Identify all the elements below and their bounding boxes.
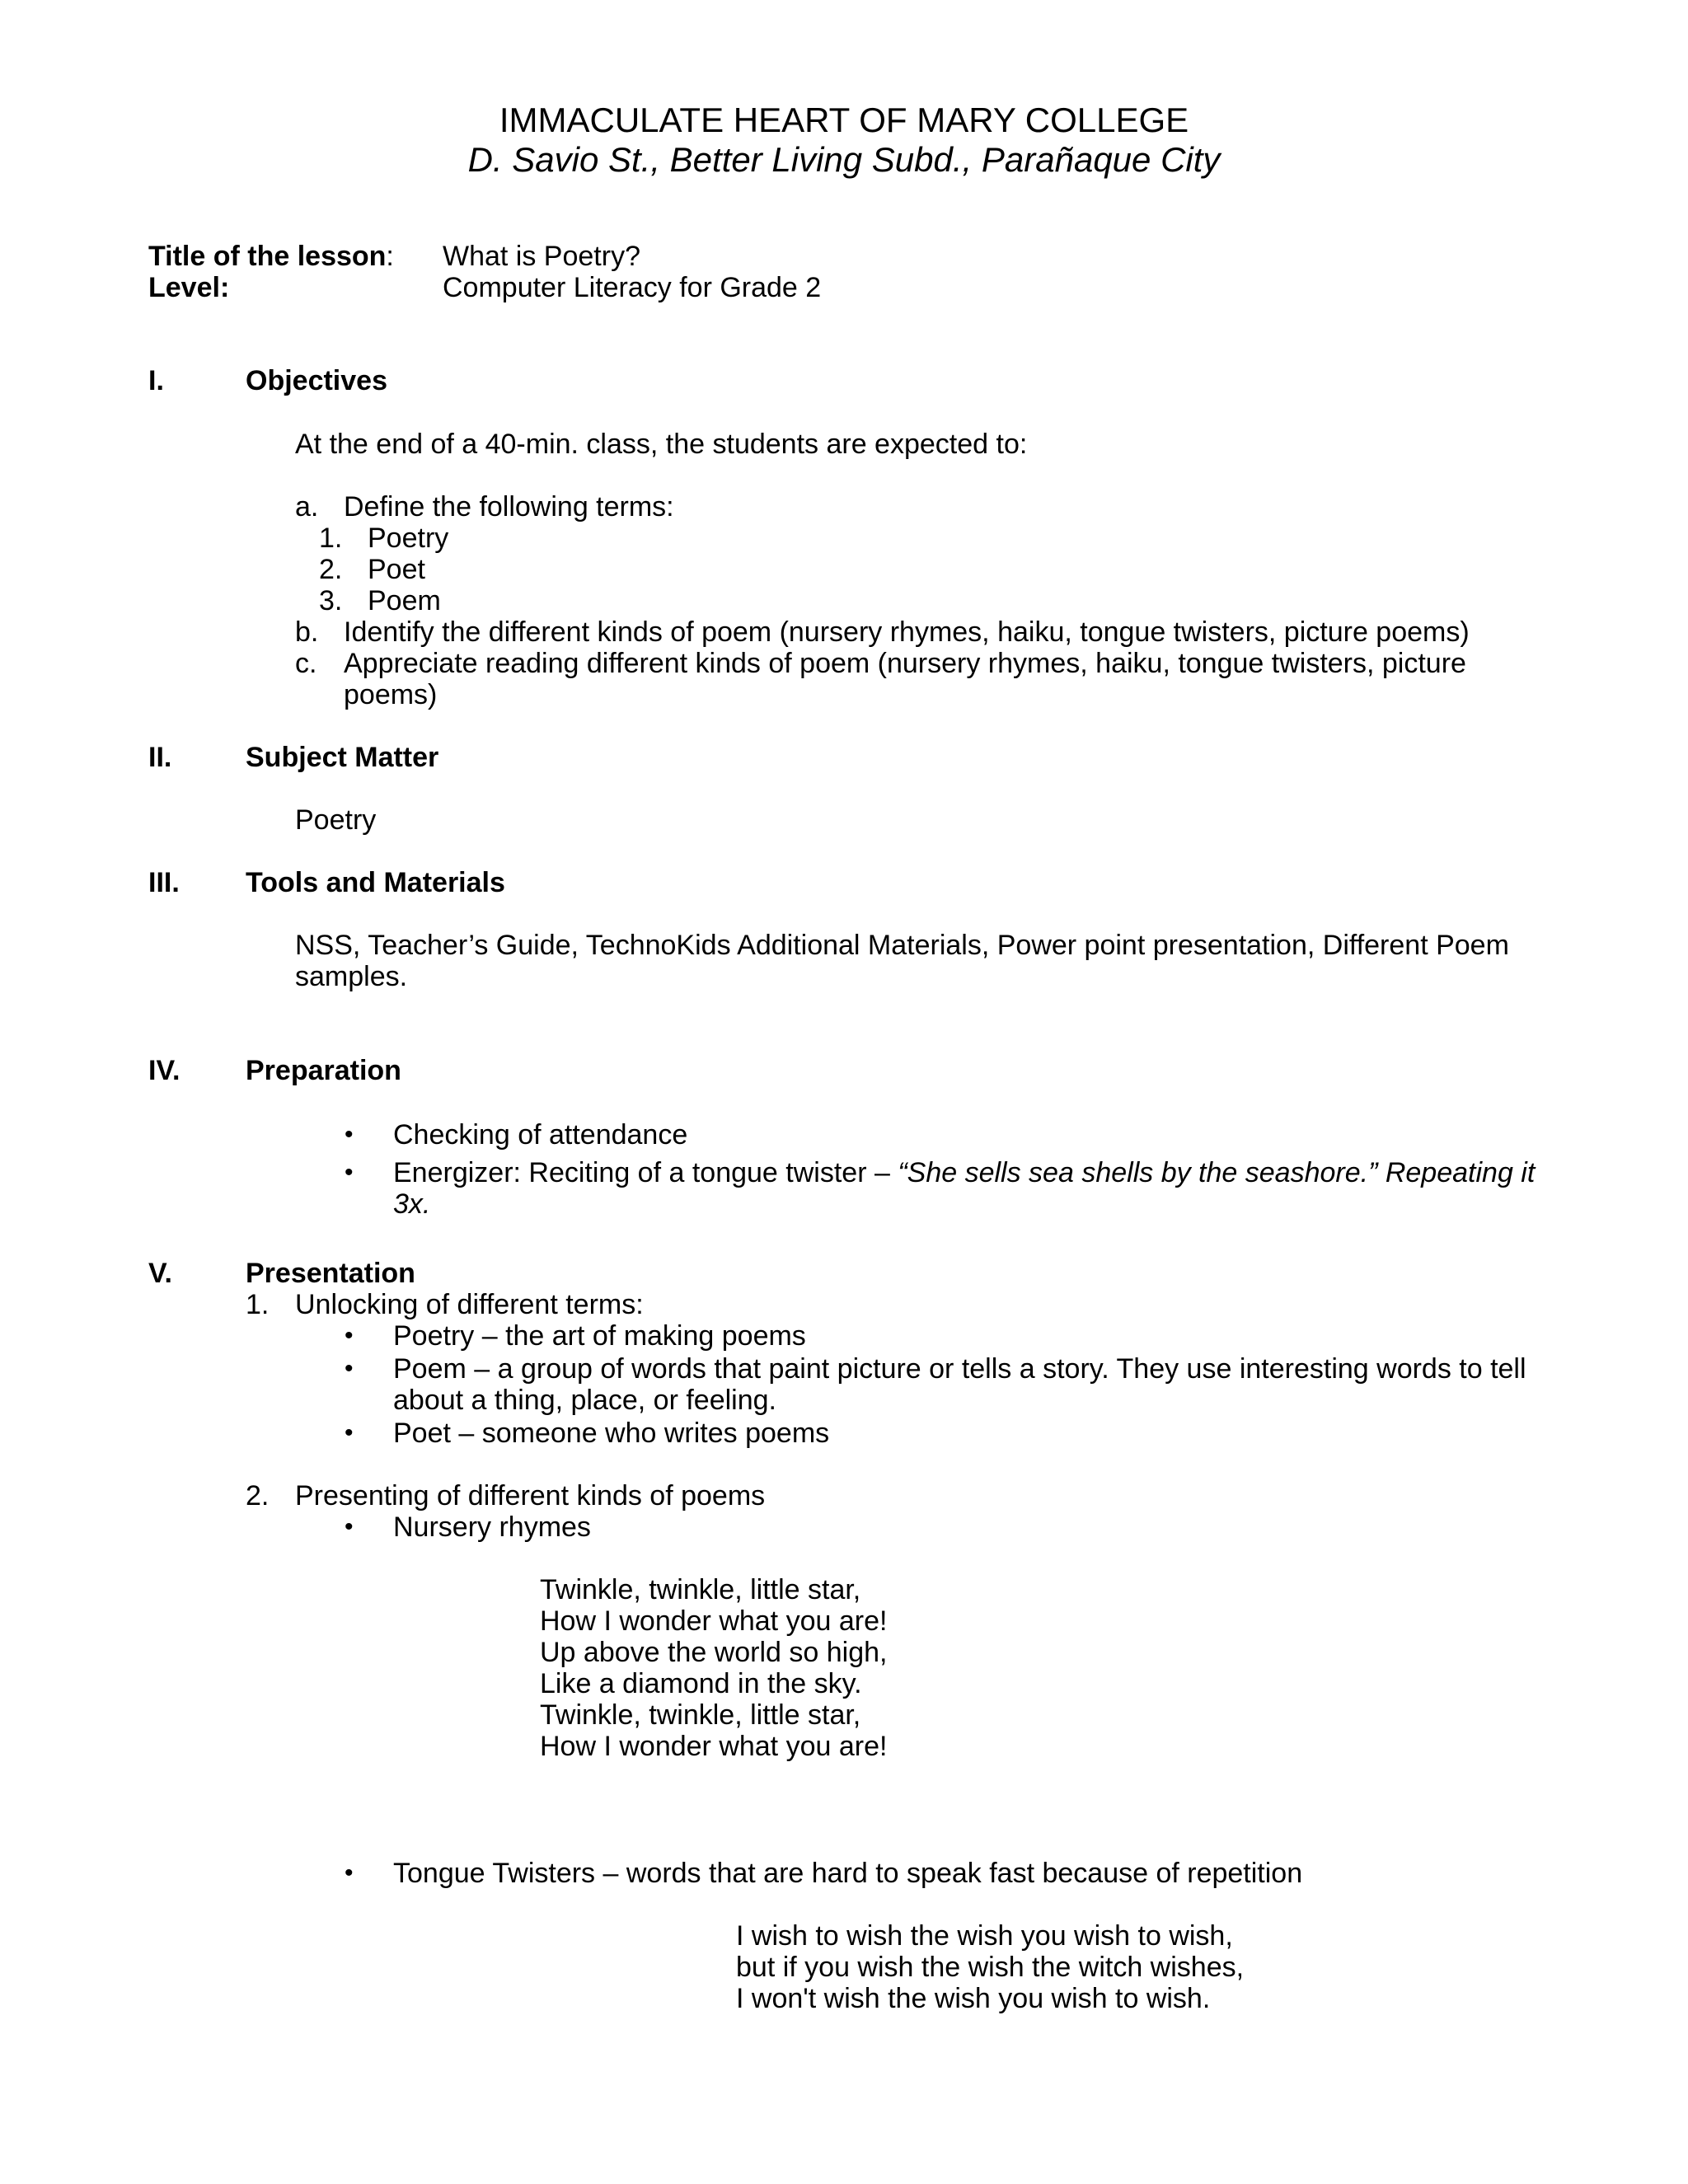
tools-line: samples. xyxy=(295,961,408,992)
term-text: Poem xyxy=(368,585,441,616)
objective-text: Define the following terms: xyxy=(344,491,674,523)
objective-text: Identify the different kinds of poem (nursery rhymes, haiku, tongue twisters, picture poems) xyxy=(344,616,1470,648)
preparation-item xyxy=(393,1157,1535,1188)
poem-kind: Nursery rhymes xyxy=(393,1511,591,1543)
poem-line: Up above the world so high, xyxy=(540,1637,888,1668)
step-marker: 2. xyxy=(246,1480,270,1511)
term-marker: 2. xyxy=(319,554,343,585)
bullet: • xyxy=(345,1322,354,1349)
objective-marker: a. xyxy=(295,491,319,523)
section-heading-tools: Tools and Materials xyxy=(246,867,505,898)
preparation-item-continued: 3x. xyxy=(393,1188,431,1220)
bullet: • xyxy=(345,1355,354,1382)
bullet: • xyxy=(345,1513,354,1540)
bullet: • xyxy=(345,1419,354,1446)
section-numeral: II. xyxy=(148,742,172,773)
term-marker: 3. xyxy=(319,585,343,616)
section-heading-presentation: Presentation xyxy=(246,1258,415,1289)
term-marker: 1. xyxy=(319,523,343,554)
section-numeral: IV. xyxy=(148,1055,181,1086)
poem-line: I wish to wish the wish you wish to wish, xyxy=(736,1920,1233,1952)
section-heading-objectives: Objectives xyxy=(246,365,387,396)
objective-text: Appreciate reading different kinds of poem (nursery rhymes, haiku, tongue twisters, picture xyxy=(344,648,1466,679)
poem-line: but if you wish the wish the witch wishes, xyxy=(736,1952,1245,1983)
section-numeral: I. xyxy=(148,365,164,396)
step-marker: 1. xyxy=(246,1289,270,1320)
title-colon: : xyxy=(386,241,394,272)
level-label: Level: xyxy=(148,272,230,303)
step-text: Unlocking of different terms: xyxy=(295,1289,644,1320)
preparation-item: Checking of attendance xyxy=(393,1119,688,1151)
poem-line: How I wonder what you are! xyxy=(540,1605,888,1637)
objectives-intro: At the end of a 40-min. class, the students are expected to: xyxy=(295,429,1028,460)
term-text: Poetry xyxy=(368,523,449,554)
term-definition: Poetry – the art of making poems xyxy=(393,1320,806,1352)
term-definition: Poem – a group of words that paint picture or tells a story. They use interesting words to tell xyxy=(393,1353,1526,1385)
objective-marker: c. xyxy=(295,648,317,679)
poem-line: How I wonder what you are! xyxy=(540,1731,888,1762)
section-heading-preparation: Preparation xyxy=(246,1055,401,1086)
energizer-text: Energizer: Reciting of a tongue twister – xyxy=(393,1157,898,1188)
section-numeral: III. xyxy=(148,867,180,898)
title-label: Title of the lesson xyxy=(148,241,387,272)
level-value: Computer Literacy for Grade 2 xyxy=(443,272,822,303)
bullet: • xyxy=(345,1121,354,1148)
title-value: What is Poetry? xyxy=(443,241,640,272)
term-text: Poet xyxy=(368,554,425,585)
bullet: • xyxy=(345,1859,354,1886)
poem-kind: Tongue Twisters – words that are hard to speak fast because of repetition xyxy=(393,1858,1303,1889)
school-name: IMMACULATE HEART OF MARY COLLEGE xyxy=(499,101,1189,139)
term-definition: Poet – someone who writes poems xyxy=(393,1418,830,1449)
section-heading-subject-matter: Subject Matter xyxy=(246,742,439,773)
tongue-twister-quote: “She sells sea shells by the seashore.” Repeating it xyxy=(898,1157,1536,1188)
objective-text-continued: poems) xyxy=(344,679,438,710)
section-numeral: V. xyxy=(148,1258,173,1289)
title-label-row xyxy=(148,241,394,272)
subject-matter-body: Poetry xyxy=(295,804,377,836)
bullet: • xyxy=(345,1159,354,1186)
poem-line: I won't wish the wish you wish to wish. xyxy=(736,1983,1211,2014)
term-definition-continued: about a thing, place, or feeling. xyxy=(393,1385,776,1416)
step-text: Presenting of different kinds of poems xyxy=(295,1480,766,1511)
school-address: D. Savio St., Better Living Subd., Parañaque City xyxy=(467,140,1221,179)
poem-line: Twinkle, twinkle, little star, xyxy=(540,1699,861,1731)
objective-marker: b. xyxy=(295,616,319,648)
poem-line: Twinkle, twinkle, little star, xyxy=(540,1574,861,1605)
tools-line: NSS, Teacher’s Guide, TechnoKids Additional Materials, Power point presentation, Different Poem xyxy=(295,930,1509,961)
poem-line: Like a diamond in the sky. xyxy=(540,1668,862,1699)
